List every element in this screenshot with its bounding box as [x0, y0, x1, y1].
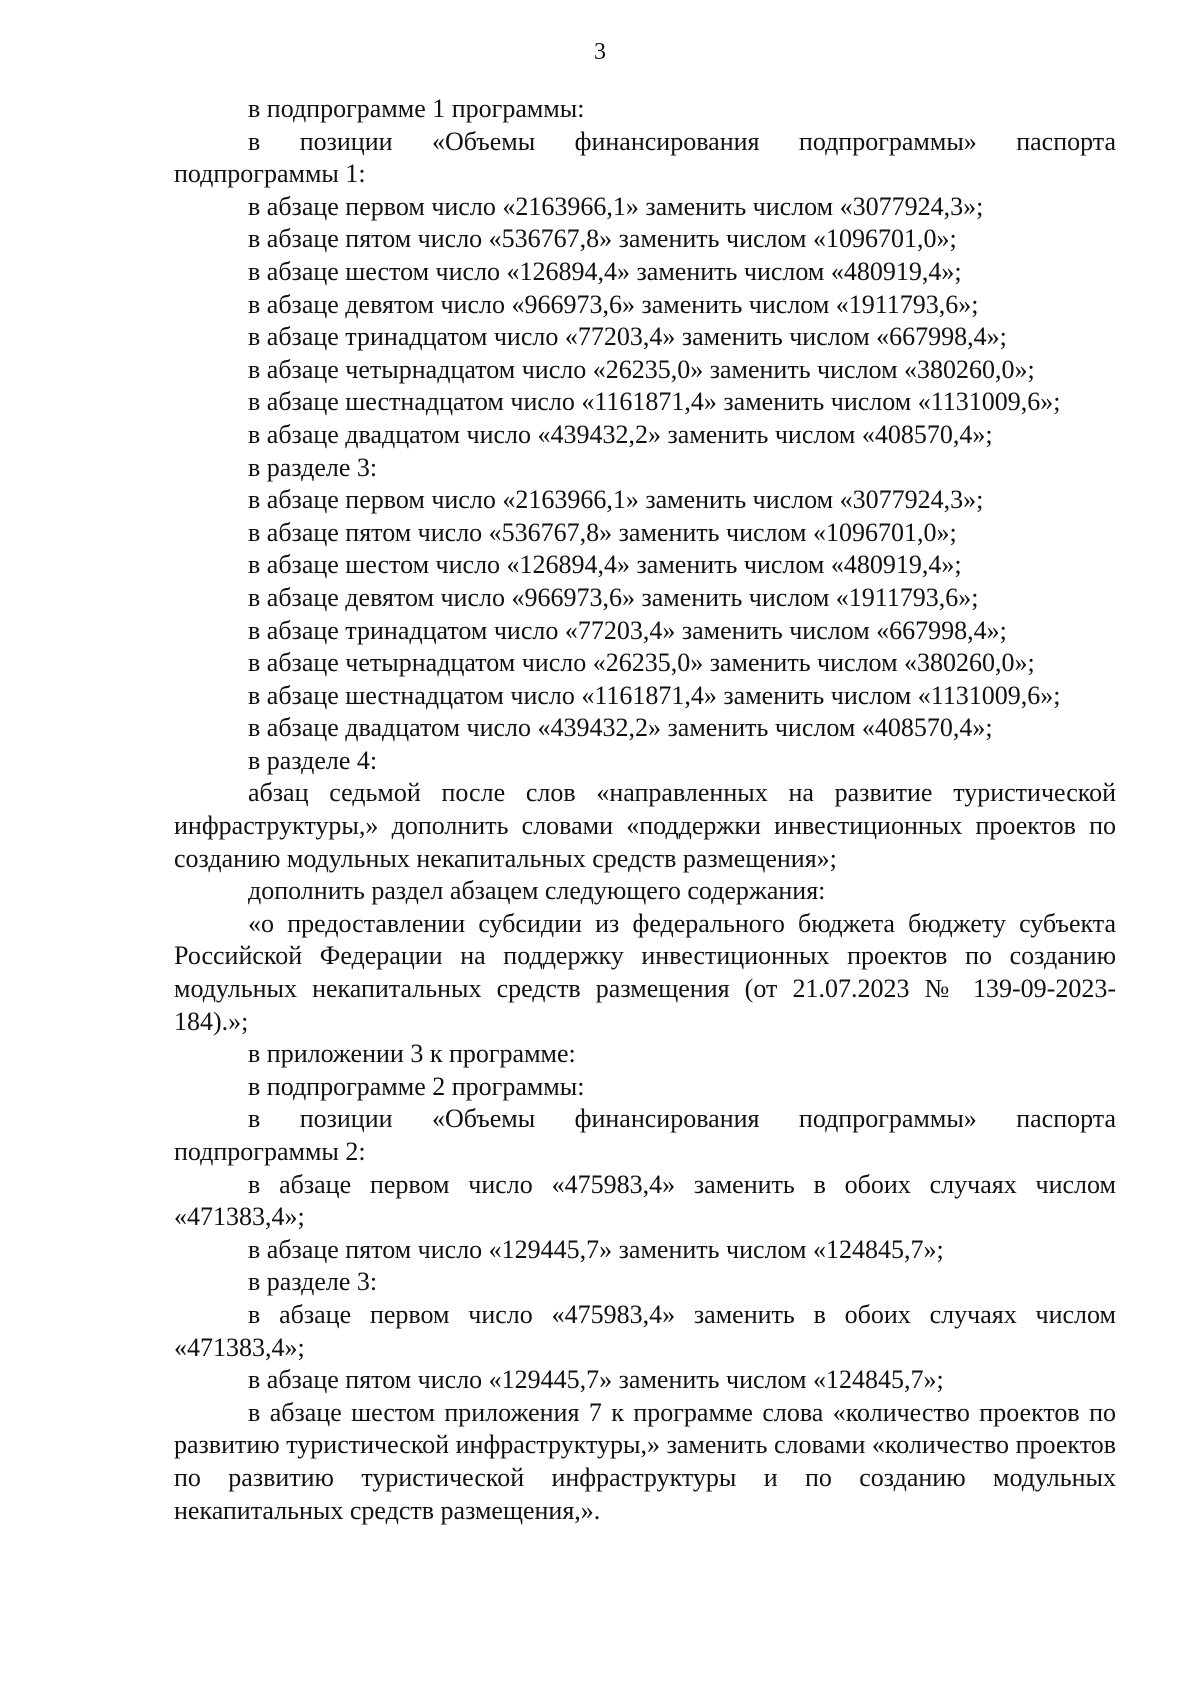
paragraph: в разделе 4: — [248, 745, 378, 775]
document-body — [174, 93, 1116, 1527]
paragraph: в приложении 3 к программе: — [248, 1039, 576, 1069]
paragraph: в абзаце девятом число «966973,6» заменить числом «1911793,6»; — [248, 582, 979, 612]
paragraph: в абзаце первом число «475983,4» заменить в обоих случаях числом «471383,4»; — [174, 1299, 1116, 1362]
paragraph: в абзаце шестнадцатом число «1161871,4» заменить числом «1131009,6»; — [248, 387, 1061, 417]
paragraph: в абзаце первом число «2163966,1» заменить числом «3077924,3»; — [248, 191, 984, 221]
paragraph: в абзаце первом число «2163966,1» заменить числом «3077924,3»; — [248, 485, 984, 515]
paragraph: в абзаце шестом число «126894,4» заменить числом «480919,4»; — [248, 550, 962, 580]
paragraph: в абзаце шестнадцатом число «1161871,4» заменить числом «1131009,6»; — [248, 680, 1061, 710]
paragraph: в абзаце тринадцатом число «77203,4» заменить числом «667998,4»; — [248, 615, 1007, 645]
paragraph: в абзаце четырнадцатом число «26235,0» заменить числом «380260,0»; — [248, 648, 1035, 678]
paragraph: в разделе 3: — [248, 1267, 378, 1297]
paragraph: «о предоставлении субсидии из федерального бюджета бюджету субъекта Российской Федерации на поддержку инвестиционных проектов по созданию модульных некапитальных средств размещения (от 21.07.2023 № 139-09-2023-184).»; — [174, 908, 1116, 1036]
paragraph: в подпрограмме 2 программы: — [248, 1071, 585, 1101]
paragraph: в разделе 3: — [248, 452, 378, 482]
paragraph: в абзаце пятом число «536767,8» заменить числом «1096701,0»; — [248, 224, 957, 254]
paragraph: в абзаце шестом приложения 7 к программе слова «количество проектов по развитию туристической инфраструктуры,» заменить словами «количество проектов по развитию туристической инфраструктуры и по созданию модульных некапитальных средств размещения,». — [174, 1397, 1116, 1525]
paragraph: в абзаце четырнадцатом число «26235,0» заменить числом «380260,0»; — [248, 354, 1035, 384]
page-number: 3 — [594, 39, 606, 65]
paragraph: в подпрограмме 1 программы: — [248, 94, 585, 123]
paragraph: абзац седьмой после слов «направленных на развитие туристической инфраструктуры,» дополнить словами «поддержки инвестиционных проектов по созданию модульных некапитальных средств размещения»; — [174, 778, 1116, 873]
paragraph: дополнить раздел абзацем следующего содержания: — [248, 876, 826, 906]
paragraph: в абзаце пятом число «536767,8» заменить числом «1096701,0»; — [248, 517, 957, 547]
paragraph: в абзаце двадцатом число «439432,2» заменить числом «408570,4»; — [248, 713, 993, 743]
paragraph: в абзаце пятом число «129445,7» заменить числом «124845,7»; — [248, 1365, 944, 1395]
paragraph: в абзаце первом число «475983,4» заменить в обоих случаях числом «471383,4»; — [174, 1169, 1116, 1232]
paragraph: в абзаце тринадцатом число «77203,4» заменить числом «667998,4»; — [248, 322, 1007, 352]
paragraph: в позиции «Объемы финансирования подпрограммы» паспорта подпрограммы 1: — [174, 126, 1116, 189]
paragraph: в абзаце двадцатом число «439432,2» заменить числом «408570,4»; — [248, 419, 993, 449]
paragraph: в абзаце девятом число «966973,6» заменить числом «1911793,6»; — [248, 289, 979, 319]
paragraph: в абзаце шестом число «126894,4» заменить числом «480919,4»; — [248, 256, 962, 286]
paragraph: в абзаце пятом число «129445,7» заменить числом «124845,7»; — [248, 1234, 944, 1264]
paragraph: в позиции «Объемы финансирования подпрограммы» паспорта подпрограммы 2: — [174, 1104, 1116, 1166]
